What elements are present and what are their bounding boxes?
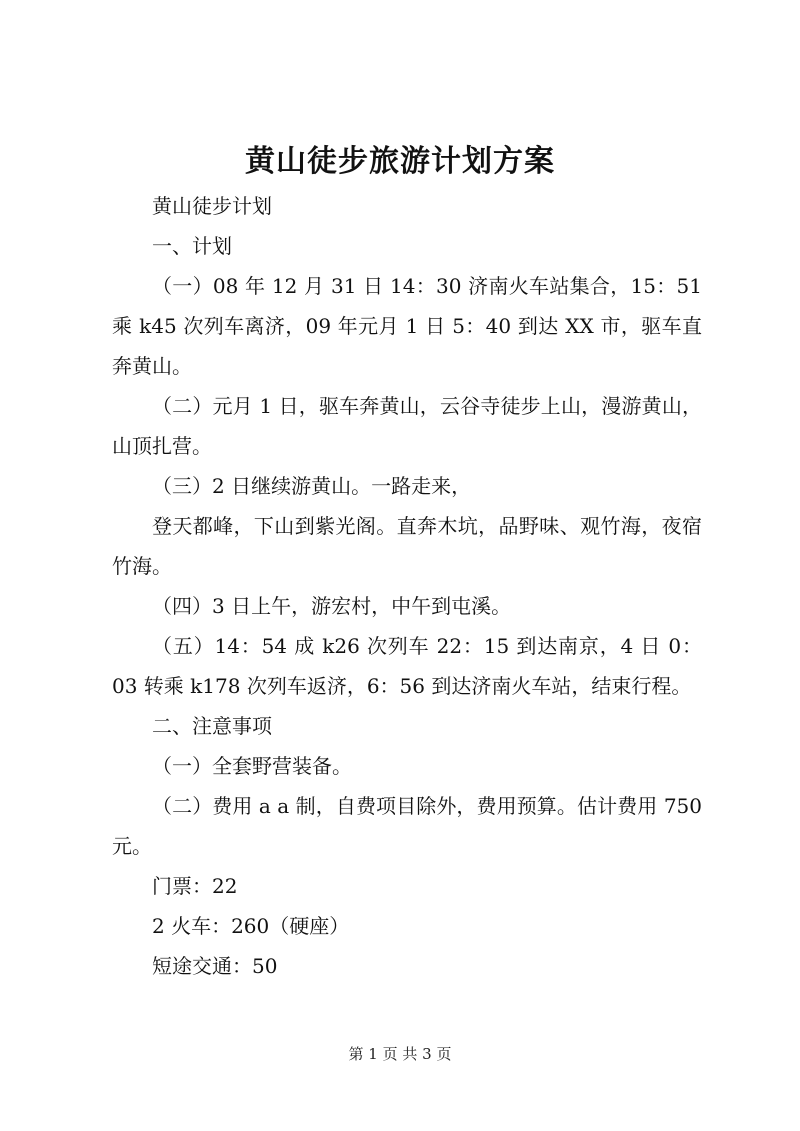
plan-item-2: （二）元月 1 日，驱车奔黄山，云谷寺徒步上山，漫游黄山，山顶扎营。 (112, 394, 702, 458)
plan-item-3: （三）2 日继续游黄山。一路走来， (152, 474, 472, 498)
plan-item-3-continued: 登天都峰，下山到紫光阁。直奔木坑，品野味、观竹海，夜宿竹海。 (112, 514, 702, 578)
section-heading-notes: 二、注意事项 (152, 714, 272, 738)
document-body (112, 186, 702, 986)
page-footer: 第 1 页 共 3 页 (348, 1045, 452, 1063)
plan-item-1: （一）08 年 12 月 31 日 14：30 济南火车站集合，15：51 乘 k45 次列车离济，09 年元月 1 日 5：40 到达 XX 市，驱车直奔黄山。 (112, 274, 702, 378)
paragraph-subtitle: 黄山徒步计划 (152, 194, 272, 218)
cost-tickets: 门票：22 (152, 874, 238, 898)
plan-item-5: （五）14：54 成 k26 次列车 22：15 到达南京，4 日 0：03 转乘 k178 次列车返济，6：56 到达济南火车站，结束行程。 (112, 634, 702, 698)
cost-train: 2 火车：260（硬座） (152, 914, 350, 938)
cost-local-transport: 短途交通：50 (152, 954, 278, 978)
note-item-1: （一）全套野营装备。 (152, 754, 352, 778)
plan-item-4: （四）3 日上午，游宏村，中午到屯溪。 (152, 594, 512, 618)
document-title: 黄山徒步旅游计划方案 (245, 144, 555, 179)
section-heading-plan: 一、计划 (152, 234, 232, 258)
note-item-2: （二）费用 a a 制，自费项目除外，费用预算。估计费用 750 元。 (112, 794, 702, 858)
